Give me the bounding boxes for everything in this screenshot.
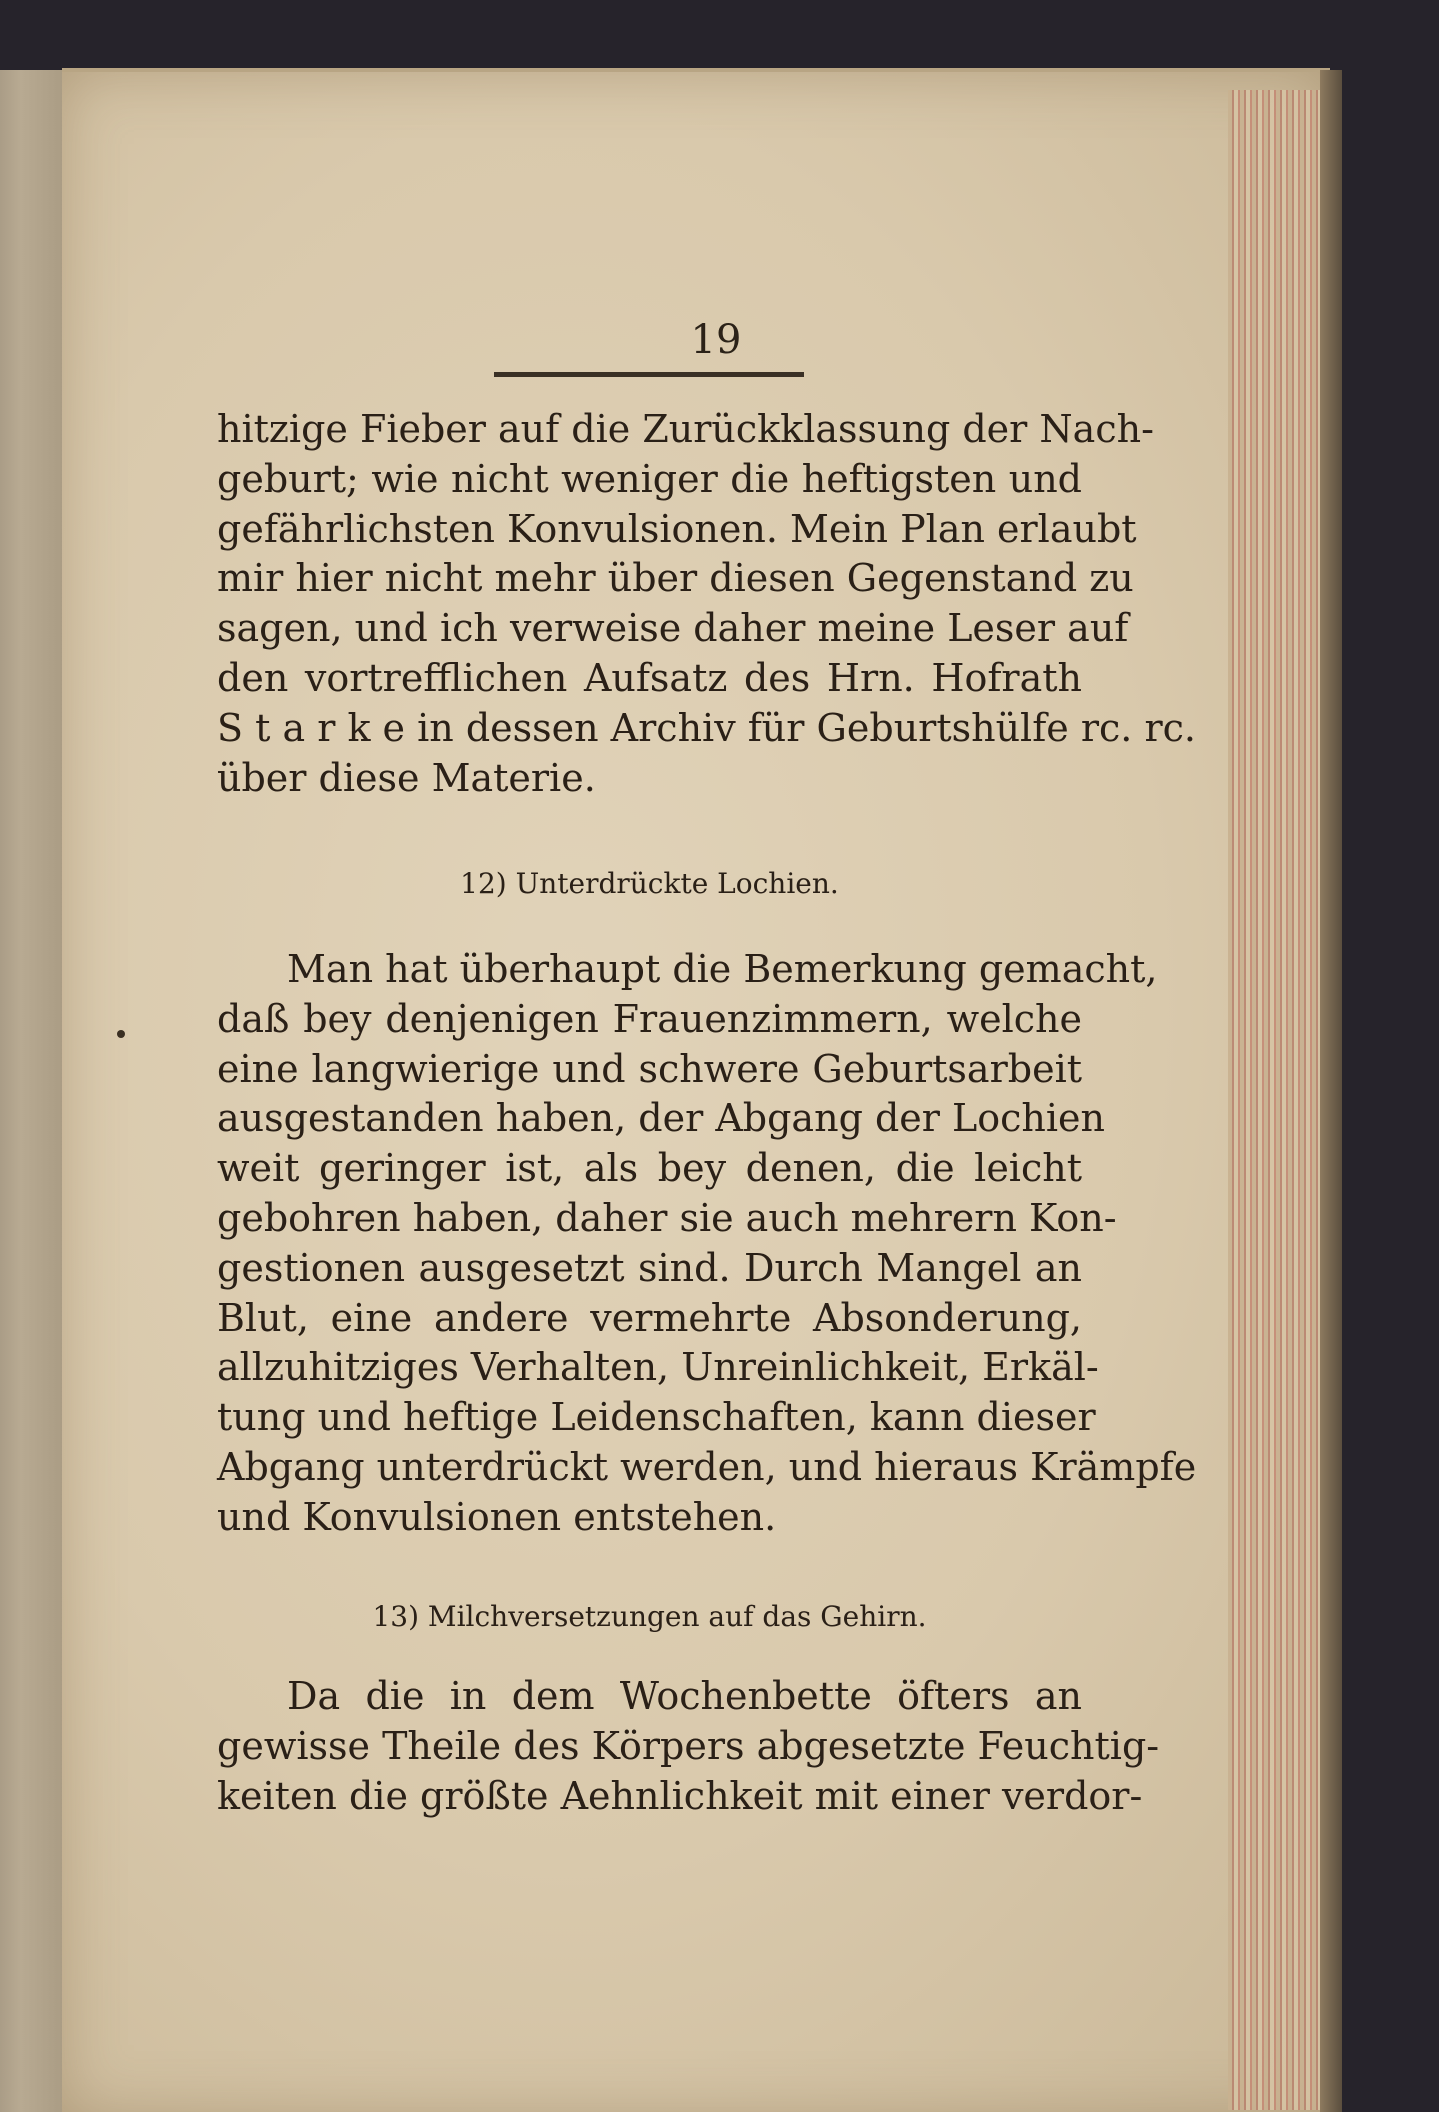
paragraph-2 (217, 945, 1197, 1543)
text-line: mir hier nicht mehr über diesen Gegenstand zu (217, 556, 1134, 601)
text-line: gestionen ausgesetzt sind. Durch Mangel an (217, 1245, 1082, 1290)
text-line: Abgang unterdrückt werden, und hieraus Krämpfe (217, 1444, 1197, 1489)
paragraph-1 (217, 405, 1196, 803)
cover-shadow (1320, 70, 1342, 2112)
text-line: eine langwierige und schwere Geburtsarbeit (217, 1046, 1082, 1091)
page-number: 19 (690, 317, 742, 363)
paragraph-3 (217, 1672, 1160, 1821)
text-line: hitzige Fieber auf die Zurückklassung der Nach- (217, 407, 1154, 451)
text-line: gebohren haben, daher sie auch mehrern Kon- (217, 1195, 1117, 1240)
text-line: tung und heftige Leidenschaften, kann dieser (217, 1395, 1096, 1440)
section-heading-12: 12) Unterdrückte Lochien. (460, 867, 839, 900)
text-line: sagen, und ich verweise daher meine Leser auf (217, 606, 1129, 651)
section-heading-13: 13) Milchversetzungen auf das Gehirn. (372, 1600, 927, 1633)
book-page (62, 68, 1330, 2112)
text-line: ausgestanden haben, der Abgang der Lochien (217, 1096, 1106, 1141)
text-line: den vortrefflichen Aufsatz des Hrn. Hofrath (217, 655, 1082, 700)
ink-speck (117, 1030, 125, 1038)
text-line: daß bey denjenigen Frauenzimmern, welche (217, 996, 1082, 1041)
text-line: weit geringer ist, als bey denen, die leicht (217, 1146, 1082, 1191)
text-line: Man hat überhaupt die Bemerkung gemacht, (287, 947, 1158, 991)
text-line: S t a r k e in dessen Archiv für Geburtshülfe rc. rc. (217, 705, 1196, 750)
text-line: keiten die größte Aehnlichkeit mit einer verdor- (217, 1773, 1143, 1818)
header-rule (494, 372, 804, 377)
page-stack-edge (1228, 90, 1328, 2110)
text-line: allzuhitziges Verhalten, Unreinlichkeit, Erkäl- (217, 1345, 1099, 1390)
text-line: gefährlichsten Konvulsionen. Mein Plan erlaubt (217, 506, 1137, 551)
text-line: und Konvulsionen entstehen. (217, 1494, 777, 1539)
text-line: gewisse Theile des Körpers abgesetzte Feuchtig- (217, 1723, 1160, 1768)
text-line: Da die in dem Wochenbette öfters an (287, 1674, 1082, 1718)
text-line: über diese Materie. (217, 755, 596, 800)
text-line: Blut, eine andere vermehrte Absonderung, (217, 1295, 1082, 1340)
text-line: geburt; wie nicht weniger die heftigsten und (217, 456, 1082, 501)
